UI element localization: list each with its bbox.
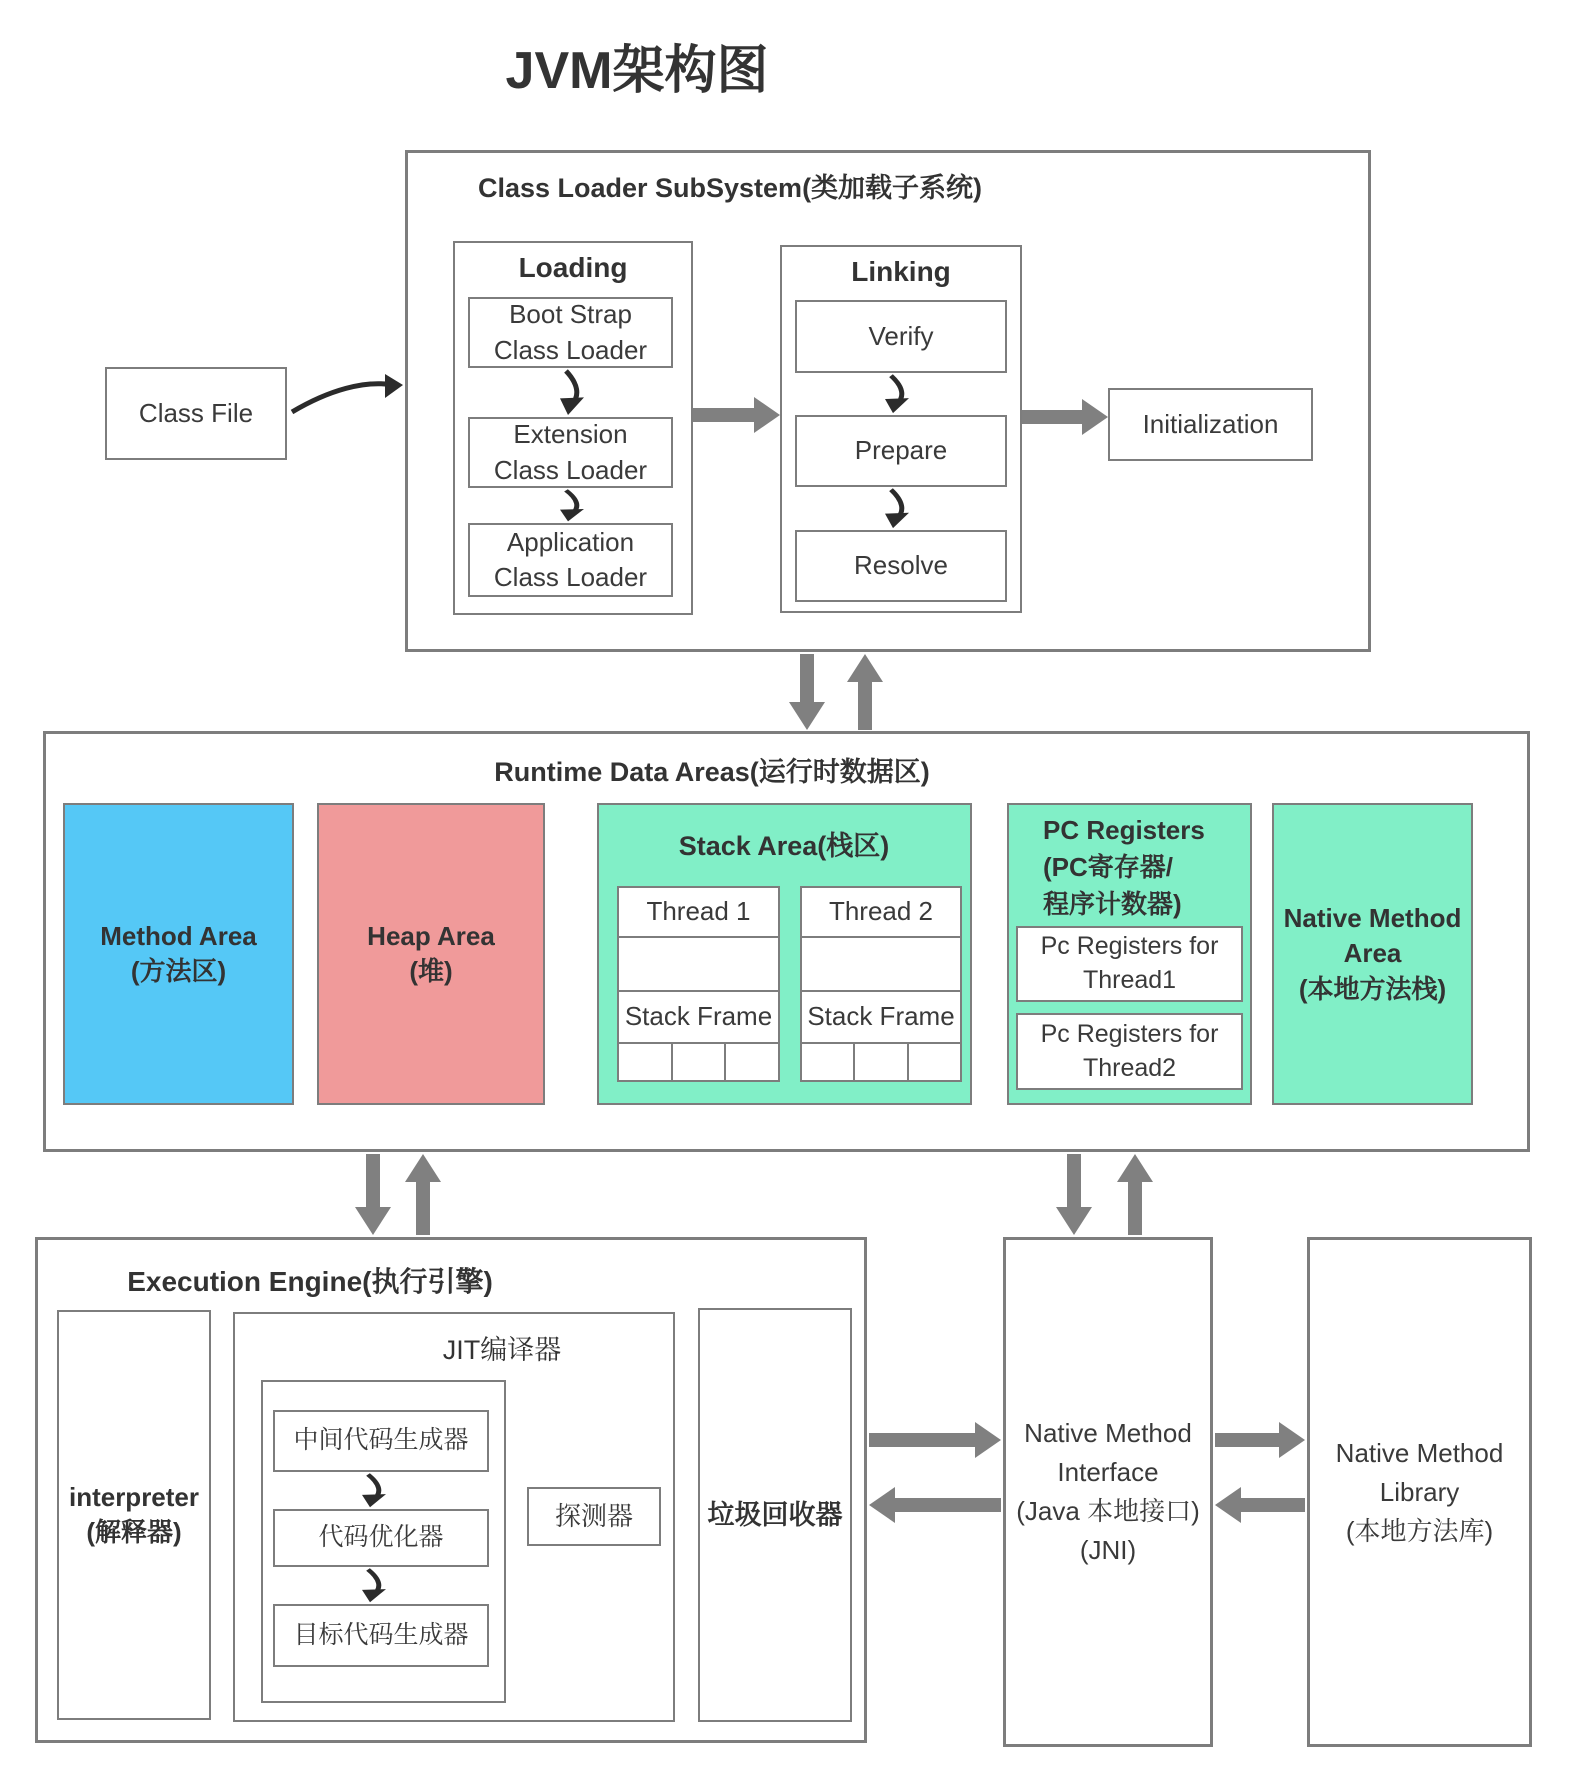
arrow-runtime-to-classloader-up	[847, 654, 883, 730]
thread2-stack-frame-label: Stack Frame	[802, 990, 960, 1042]
arrow-prepare-to-resolve	[878, 488, 914, 529]
heap-area-label-line1: Heap Area	[367, 920, 495, 951]
arrow-optimizer-to-target	[355, 1568, 391, 1603]
arrow-linking-to-initialization	[1022, 399, 1108, 435]
bootstrap-label-line1: Boot Strap	[509, 299, 632, 330]
linking-title: Linking	[851, 256, 951, 287]
initialization-box	[1108, 388, 1313, 461]
arrow-nmi-to-nml	[1215, 1422, 1305, 1458]
application-label-line2: Class Loader	[493, 562, 648, 592]
arrow-classloader-to-runtime-down	[789, 654, 825, 730]
arrow-nmi-to-execution	[869, 1487, 1001, 1523]
interpreter-label-line2: (解释器)	[86, 1517, 182, 1547]
interpreter-box	[57, 1310, 211, 1720]
profiler-box	[527, 1487, 661, 1546]
heap-area-label-line2: (堆)	[409, 956, 453, 986]
pc-registers-thread2-label: Pc Registers for Thread2	[1040, 1019, 1219, 1082]
heap-area-box	[317, 803, 545, 1105]
pc-registers-title	[1043, 812, 1205, 923]
profiler-label: 探测器	[554, 1500, 633, 1531]
arrow-classfile-to-classloader	[289, 372, 403, 418]
arrow-execution-to-runtime-up	[405, 1154, 441, 1235]
extension-class-loader-box	[468, 417, 673, 488]
pc-registers-title-line2: (PC寄存器/	[1043, 852, 1174, 882]
arrow-runtime-to-execution-down	[355, 1154, 391, 1235]
nmi-label-line4: (JNI)	[1079, 1535, 1137, 1565]
arrow-execution-to-nmi	[869, 1422, 1001, 1458]
arrow-loading-to-linking	[693, 397, 780, 433]
loading-title: Loading	[518, 252, 628, 283]
arrow-nml-to-nmi	[1215, 1487, 1305, 1523]
execution-engine-title: Execution Engine(执行引擎)	[127, 1266, 493, 1297]
arrow-intermediate-to-optimizer	[355, 1473, 391, 1508]
pc-registers-thread1-box	[1016, 926, 1243, 1002]
method-area-label-line2: (方法区)	[130, 956, 227, 986]
native-method-area-box	[1272, 803, 1473, 1105]
prepare-box	[795, 415, 1007, 487]
intermediate-code-generator-label: 中间代码生成器	[293, 1426, 469, 1455]
extension-label-line1: Extension	[513, 419, 628, 450]
arrow-runtime-to-nmi-down	[1056, 1154, 1092, 1235]
class-file-box	[105, 367, 287, 460]
thread1-empty-row	[619, 936, 778, 990]
runtime-data-areas-title: Runtime Data Areas(运行时数据区)	[494, 757, 930, 787]
thread2-frame-cells	[802, 1042, 960, 1080]
nml-label-line3: (本地方法库)	[1345, 1515, 1494, 1546]
prepare-label: Prepare	[854, 435, 948, 466]
garbage-collector-label: 垃圾回收器	[707, 1499, 843, 1530]
code-optimizer-label: 代码优化器	[318, 1523, 444, 1552]
native-method-interface-box	[1003, 1237, 1213, 1747]
native-method-area-line1: Native Method	[1283, 903, 1462, 934]
thread1-label: Thread 1	[646, 896, 751, 927]
thread1-frame-cells	[619, 1042, 778, 1080]
arrow-verify-to-prepare	[878, 374, 914, 414]
thread2-empty-row	[802, 936, 960, 990]
code-optimizer-box	[273, 1509, 489, 1567]
bootstrap-label-line2: Class Loader	[493, 334, 648, 365]
pc-registers-title-line1: PC Registers	[1043, 815, 1205, 845]
nml-label-line1: Native Method	[1335, 1437, 1504, 1468]
interpreter-label-line1: interpreter	[68, 1481, 200, 1512]
nml-label-line2: Library	[1379, 1476, 1460, 1507]
garbage-collector-box	[698, 1308, 852, 1722]
verify-label: Verify	[868, 320, 934, 351]
jit-compiler-title: JIT编译器	[442, 1335, 562, 1365]
pc-registers-thread1-label: Pc Registers for Thread1	[1040, 932, 1219, 994]
resolve-box	[795, 530, 1007, 602]
stack-area-title: Stack Area(栈区)	[678, 831, 890, 861]
class-file-label: Class File	[138, 397, 254, 428]
native-method-area-line3: (本地方法栈)	[1298, 973, 1447, 1004]
arrow-nmi-to-runtime-up	[1117, 1154, 1153, 1235]
nmi-label-line3: (Java 本地接口)	[1016, 1496, 1200, 1526]
page-title: JVM架构图	[505, 42, 769, 100]
application-class-loader-box	[468, 523, 673, 597]
pc-registers-thread2-box	[1016, 1013, 1243, 1090]
verify-box	[795, 300, 1007, 373]
native-method-area-line2: Area	[1343, 938, 1402, 969]
native-method-library-box	[1307, 1237, 1532, 1747]
class-loader-title: Class Loader SubSystem(类加载子系统)	[477, 173, 983, 203]
extension-label-line2: Class Loader	[493, 454, 648, 485]
arrow-bootstrap-to-extension	[553, 369, 589, 416]
resolve-label: Resolve	[854, 550, 948, 581]
target-code-generator-box	[273, 1604, 489, 1667]
method-area-label-line1: Method Area	[100, 920, 257, 951]
intermediate-code-generator-box	[273, 1410, 489, 1472]
thread2-table	[800, 886, 962, 1082]
nmi-label-line1: Native Method	[1024, 1418, 1192, 1448]
thread1-table	[617, 886, 780, 1082]
target-code-generator-label: 目标代码生成器	[293, 1620, 469, 1649]
bootstrap-class-loader-box	[468, 297, 673, 368]
arrow-extension-to-application	[553, 489, 589, 522]
nmi-label-line2: Interface	[1057, 1457, 1159, 1487]
pc-registers-title-line3: 程序计数器)	[1043, 889, 1182, 919]
initialization-label: Initialization	[1142, 408, 1279, 439]
application-label-line1: Application	[506, 526, 635, 557]
method-area-box	[63, 803, 294, 1105]
thread1-stack-frame-label: Stack Frame	[619, 990, 778, 1042]
thread2-label: Thread 2	[828, 896, 934, 927]
